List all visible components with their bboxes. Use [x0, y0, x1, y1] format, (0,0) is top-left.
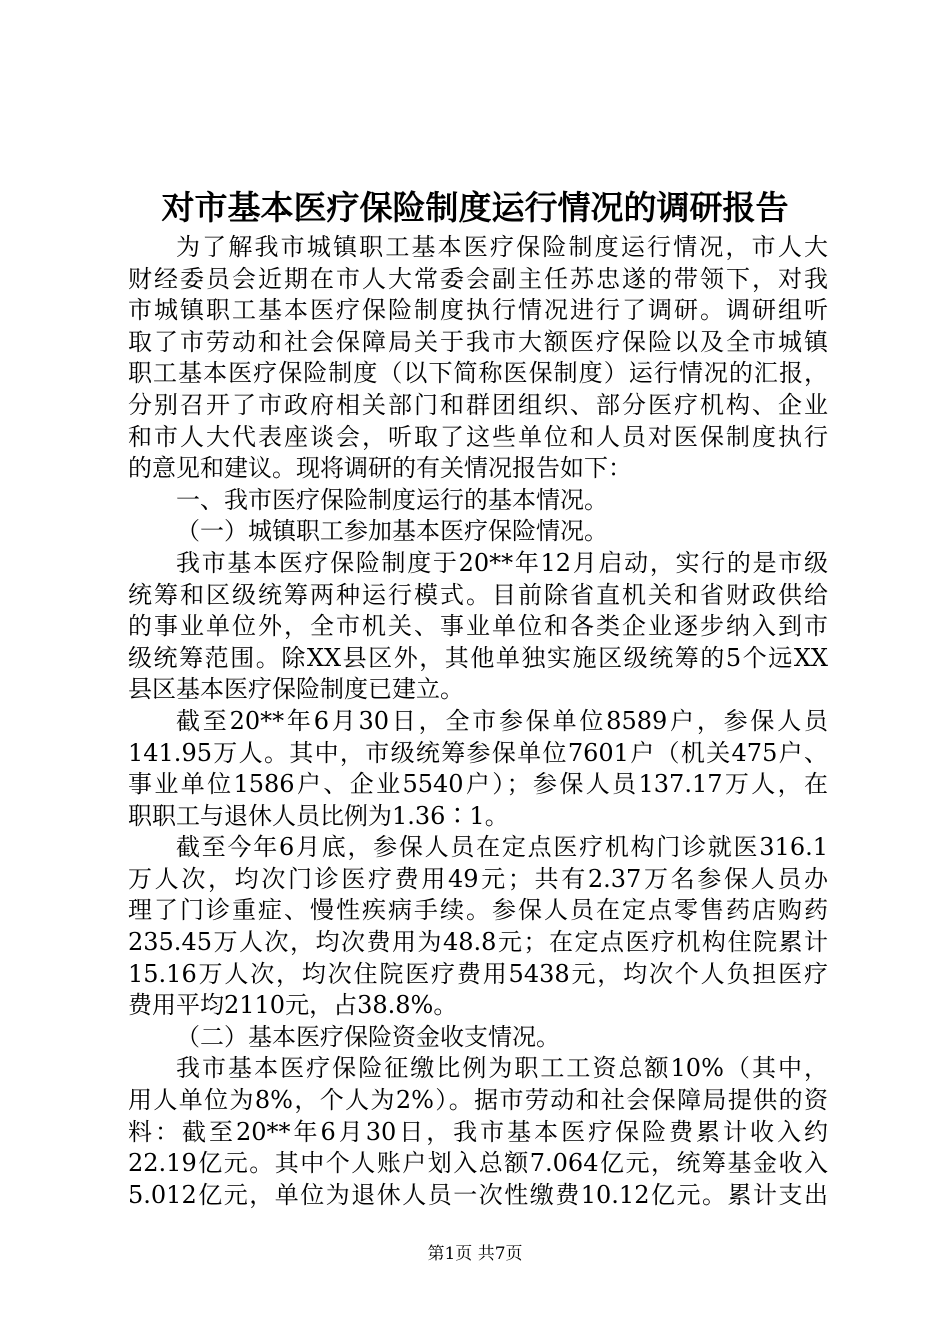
text-line: 职职工与退休人员比例为1.36∶1。: [128, 801, 509, 830]
text-line: 县区基本医疗保险制度已建立。: [128, 675, 464, 704]
text-line: 财经委员会近期在市人大常委会副主任苏忠遂的带领下，对我: [128, 264, 828, 293]
text-line: 235.45万人次，均次费用为48.8元；在定点医疗机构住院累计: [128, 928, 828, 957]
text-line: 事业单位1586户、企业5540户）；参保人员137.17万人，在: [128, 770, 828, 799]
text-line: 万人次，均次门诊医疗费用49元；共有2.37万名参保人员办: [128, 864, 828, 893]
text-line: 费用平均2110元，占38.8%。: [128, 991, 458, 1020]
text-line: 统筹和区级统筹两种运行模式。目前除省直机关和省财政供给: [128, 580, 828, 609]
text-line: 5.012亿元，单位为退休人员一次性缴费10.12亿元。累计支出: [128, 1180, 828, 1209]
page-footer: 第1页 共7页: [427, 1244, 523, 1264]
text-line: 141.95万人。其中，市级统筹参保单位7601户（机关475户、: [128, 738, 828, 767]
text-line: 分别召开了市政府相关部门和群团组织、部分医疗机构、企业: [128, 390, 828, 419]
text-line: 的事业单位外，全市机关、事业单位和各类企业逐步纳入到市: [128, 612, 828, 641]
text-line: （一）城镇职工参加基本医疗保险情况。: [176, 517, 608, 546]
text-line: 级统筹范围。除XX县区外，其他单独实施区级统筹的5个远XX: [128, 643, 828, 672]
text-line: 用人单位为8%，个人为2%）。据市劳动和社会保障局提供的资: [128, 1086, 828, 1115]
text-line: 和市人大代表座谈会，听取了这些单位和人员对医保制度执行: [128, 422, 828, 451]
text-line: 料：截至20**年6月30日，我市基本医疗保险费累计收入约: [128, 1117, 828, 1146]
text-line: 22.19亿元。其中个人账户划入总额7.064亿元，统筹基金收入: [128, 1149, 828, 1178]
text-line: （二）基本医疗保险资金收支情况。: [176, 1022, 560, 1051]
text-line: 截至今年6月底，参保人员在定点医疗机构门诊就医316.1: [176, 833, 828, 862]
text-line: 我市基本医疗保险征缴比例为职工工资总额10%（其中，: [176, 1054, 828, 1083]
text-line: 为了解我市城镇职工基本医疗保险制度运行情况，市人大: [176, 233, 828, 261]
text-line: 市城镇职工基本医疗保险制度执行情况进行了调研。调研组听: [128, 296, 828, 325]
text-line: 我市基本医疗保险制度于20**年12月启动，实行的是市级: [176, 548, 828, 577]
text-line: 的意见和建议。现将调研的有关情况报告如下：: [128, 454, 632, 483]
document-title: 对市基本医疗保险制度运行情况的调研报告: [161, 188, 789, 227]
text-line: 理了门诊重症、慢性疾病手续。参保人员在定点零售药店购药: [128, 896, 828, 925]
text-line: 一、我市医疗保险制度运行的基本情况。: [176, 485, 608, 514]
text-line: 截至20**年6月30日，全市参保单位8589户，参保人员: [176, 706, 828, 735]
document-body: [128, 232, 828, 1211]
text-line: 15.16万人次，均次住院医疗费用5438元，均次个人负担医疗: [128, 959, 828, 988]
text-line: 职工基本医疗保险制度（以下简称医保制度）运行情况的汇报，: [128, 359, 828, 388]
text-line: 取了市劳动和社会保障局关于我市大额医疗保险以及全市城镇: [128, 327, 828, 356]
